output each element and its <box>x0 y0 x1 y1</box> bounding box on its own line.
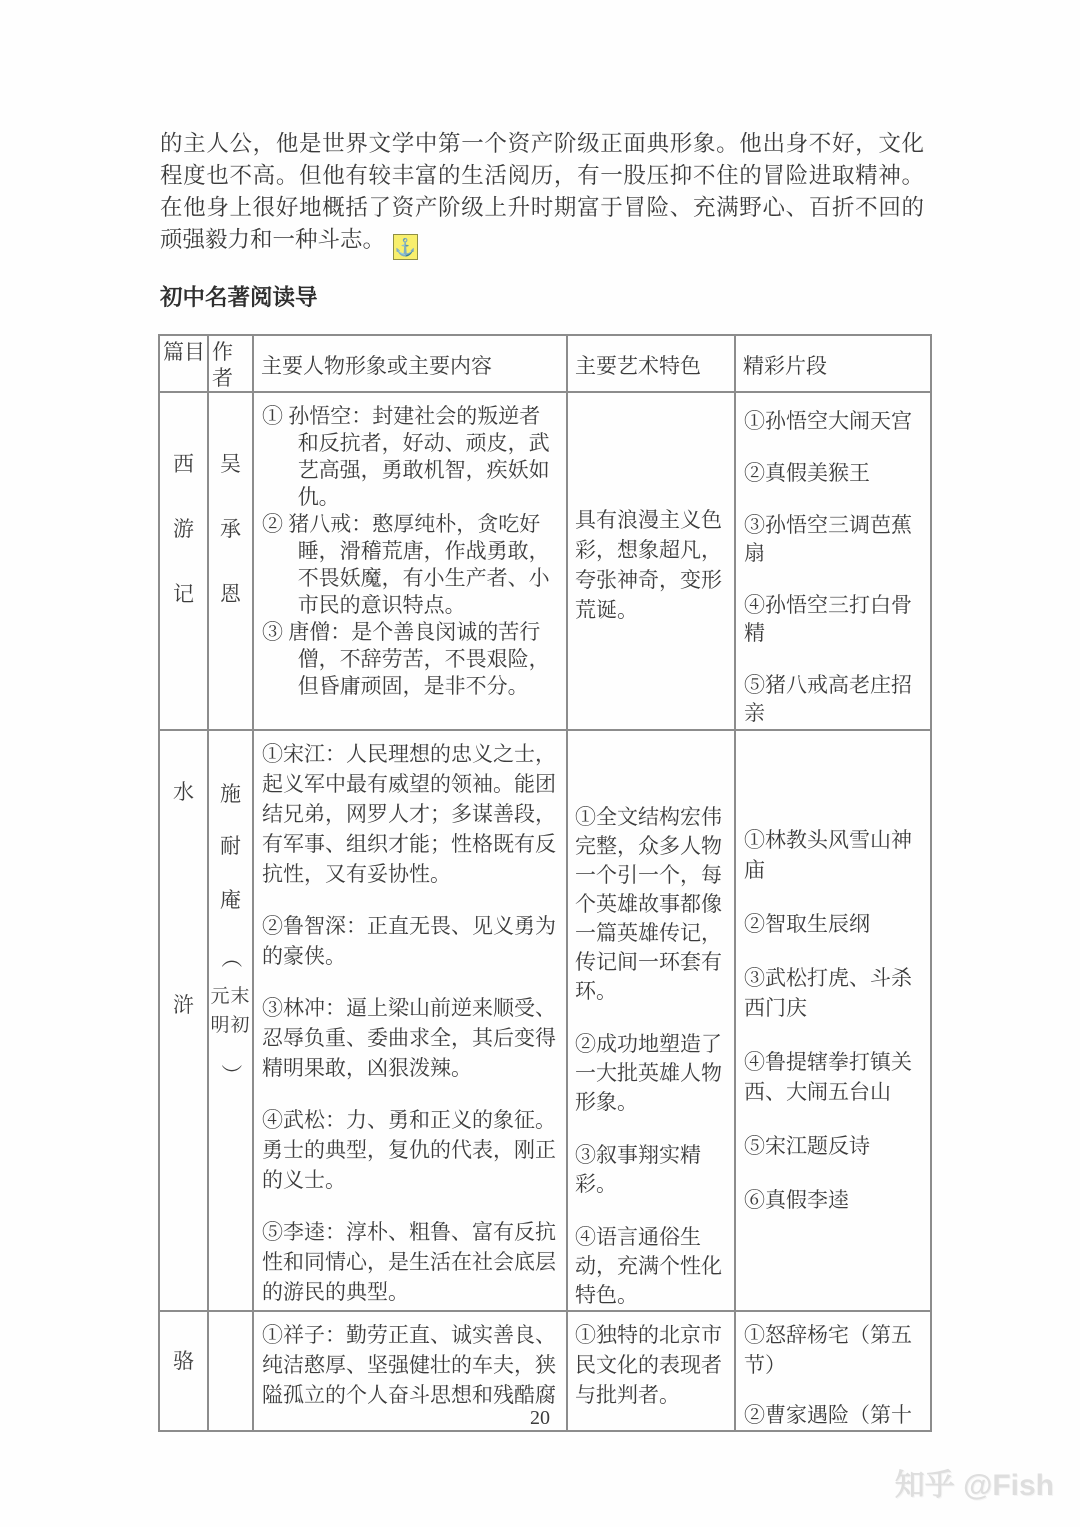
excerpt-item: ④孙悟空三打白骨精 <box>744 593 912 645</box>
section-heading: 初中名著阅读导 <box>160 285 318 310</box>
feature-item: ④语言通俗生动，充满个性化特色。 <box>575 1225 722 1307</box>
content-item: ③ 唐僧：是个善良闵诚的苦行僧，不辞劳苦，不畏艰险，但昏庸顽固，是非不分。 <box>262 620 550 698</box>
title-char: 水 <box>173 780 194 804</box>
author-bracket-close: ） <box>219 1064 243 1085</box>
content-item: ② 猪八戒：憨厚纯朴，贪吃好睡，滑稽荒唐，作战勇敢，不畏妖魔，有小生产者、小市民的意识特点。 <box>262 512 550 617</box>
excerpt-item: ①怒辞杨宅（第五节） <box>744 1323 912 1377</box>
excerpt-item: ⑤宋江题反诗 <box>744 1134 870 1158</box>
content-item: ①祥子：勤劳正直、诚实善良、纯洁憨厚、坚强健壮的车夫，狭隘孤立的个人奋斗思想和残酷腐 <box>262 1323 556 1407</box>
author-char: 耐 <box>220 834 241 858</box>
feature-item: ②成功地塑造了一大批英雄人物形象。 <box>575 1032 722 1114</box>
header-title: 篇目 <box>159 335 208 392</box>
feature-item: ③叙事翔实精彩。 <box>575 1143 701 1196</box>
intro-paragraph <box>160 128 924 260</box>
title-char: 西 <box>173 452 194 476</box>
cell-author <box>208 392 253 730</box>
reading-guide-table <box>158 334 932 1432</box>
cell-features <box>567 730 735 1311</box>
excerpt-item: ③武松打虎、斗杀西门庆 <box>744 966 912 1020</box>
excerpt-item: ⑤猪八戒高老庄招亲 <box>744 673 912 725</box>
author-char: 元末 <box>210 986 251 1007</box>
title-char: 浒 <box>173 993 194 1017</box>
author-char: 施 <box>220 782 241 806</box>
feature-item: ①全文结构宏伟完整，众多人物一个引一个，每个英雄故事都像一篇英雄传记，传记间一环套有环。 <box>575 805 722 1003</box>
author-char: 承 <box>220 517 241 541</box>
table-row-xiyouji <box>159 392 931 730</box>
page-number: 20 <box>530 1407 550 1429</box>
excerpt-item: ④鲁提辖拳打镇关西、大闹五台山 <box>744 1050 912 1104</box>
intro-text: 的主人公，他是世界文学中第一个资产阶级正面典形象。他出身不好，文化程度也不高。但他有较丰富的生活阅历，有一股压抑不住的冒险进取精神。在他身上很好地概括了资产阶级上升时期富于冒险、充满野心、百折不回的顽强毅力和一种斗志。 <box>160 131 924 252</box>
cell-excerpts <box>735 730 931 1311</box>
cell-author <box>208 730 253 1311</box>
header-excerpts: 精彩片段 <box>735 335 931 392</box>
content-item: ①宋江：人民理想的忠义之士，起义军中最有威望的领袖。能团结兄弟，网罗人才；多谋善段，有军事、组织才能；性格既有反抗性，又有妥协性。 <box>262 742 556 886</box>
title-char: 骆 <box>173 1349 194 1373</box>
author-char: 吴 <box>220 452 241 476</box>
feature-item: ①独特的北京市民文化的表现者与批判者。 <box>575 1323 722 1407</box>
author-char: 恩 <box>220 582 241 606</box>
excerpt-item: ③孙悟空三调芭蕉扇 <box>744 513 912 565</box>
excerpt-item: ①孙悟空大闹天宫 <box>744 409 912 433</box>
author-char: 明初 <box>210 1015 251 1036</box>
excerpt-item: ②智取生辰纲 <box>744 912 870 936</box>
excerpt-item: ②曹家遇险（第十 <box>744 1403 912 1427</box>
content-item: ① 孙悟空：封建社会的叛逆者和反抗者，好动、顽皮，武艺高强，勇敢机智，疾妖如仇。 <box>262 404 550 509</box>
header-content: 主要人物形象或主要内容 <box>253 335 567 392</box>
title-char: 记 <box>173 582 194 606</box>
feature-item: 具有浪漫主义色彩，想象超凡，夸张神奇，变形荒诞。 <box>575 508 722 622</box>
header-author: 作者 <box>208 335 253 392</box>
content-item: ②鲁智深：正直无畏、见义勇为的豪侠。 <box>262 914 556 968</box>
author-char: 庵 <box>220 888 241 912</box>
cell-content <box>253 730 567 1311</box>
excerpt-item: ②真假美猴王 <box>744 461 870 485</box>
cell-content <box>253 392 567 730</box>
content-item: ④武松：力、勇和正义的象征。勇士的典型，复仇的代表，刚正的义士。 <box>262 1108 556 1192</box>
content-item: ⑤李逵：淳朴、粗鲁、富有反抗性和同情心，是生活在社会底层的游民的典型。 <box>262 1220 556 1304</box>
header-features: 主要艺术特色 <box>567 335 735 392</box>
excerpt-item: ⑥真假李逵 <box>744 1188 849 1212</box>
table-row-shuihu <box>159 730 931 1311</box>
watermark: 知乎 @Fish <box>894 1469 1054 1502</box>
cell-features <box>567 392 735 730</box>
cell-excerpts <box>735 392 931 730</box>
cell-title <box>159 730 208 1311</box>
cell-title <box>159 392 208 730</box>
title-char: 游 <box>173 517 194 541</box>
author-bracket-open: （ <box>219 947 243 968</box>
excerpt-item: ①林教头风雪山神庙 <box>744 828 912 882</box>
content-item: ③林冲：逼上梁山前逆来顺受、忍辱负重、委曲求全，其后变得精明果敢，凶狠泼辣。 <box>262 996 556 1080</box>
table-header-row <box>159 335 931 392</box>
anchor-icon: ⚓ <box>393 234 418 260</box>
